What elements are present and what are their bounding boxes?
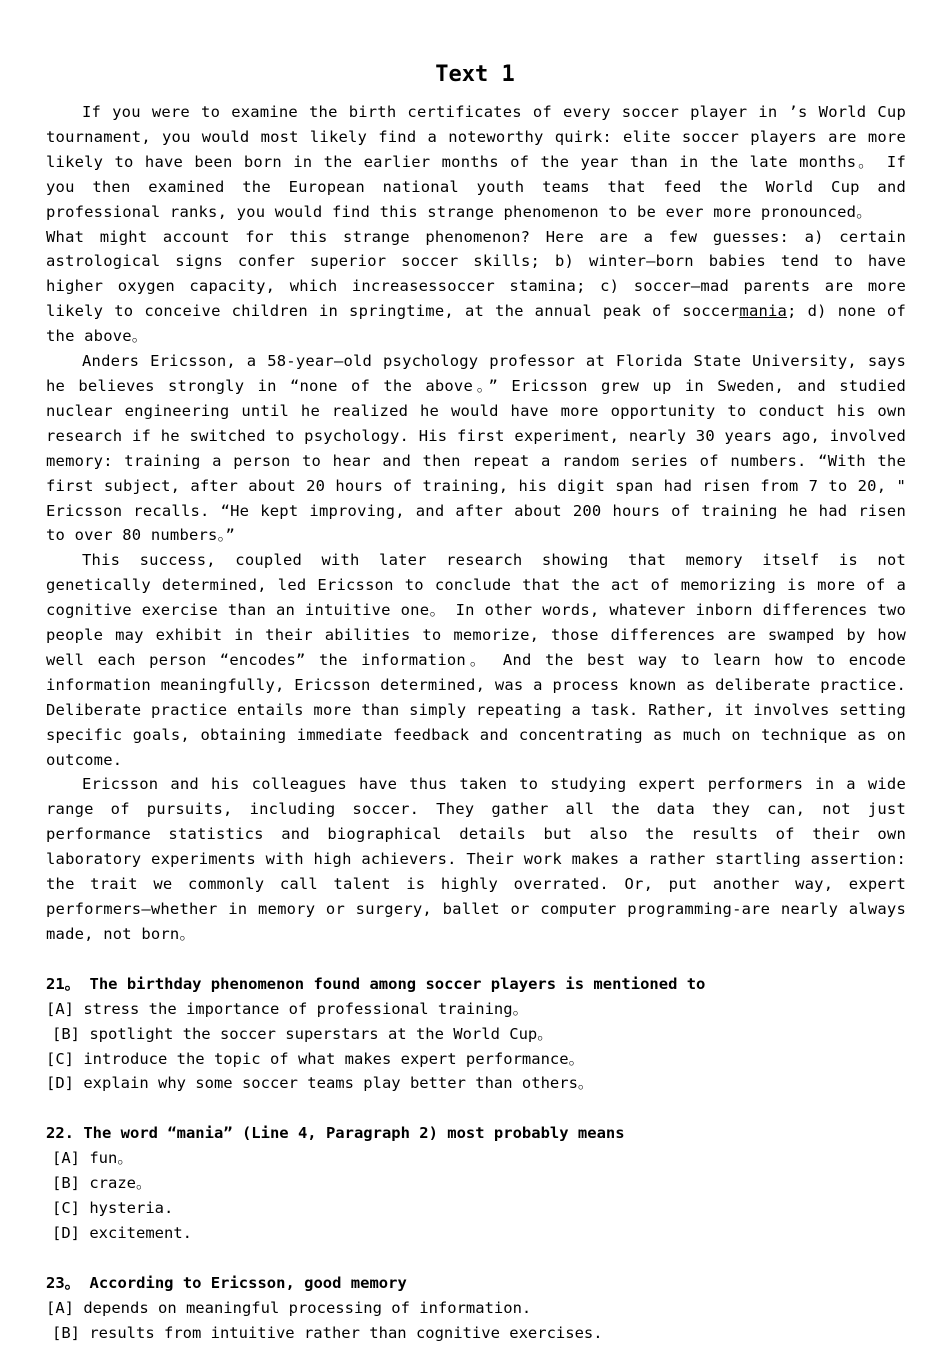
answer-option-b: [B] results from intuitive rather than cognitive exercises. xyxy=(52,1323,603,1342)
section-spacer xyxy=(46,1096,906,1121)
section-spacer xyxy=(46,947,906,972)
section-spacer xyxy=(46,1246,906,1271)
page-title: Text 1 xyxy=(435,62,515,87)
answer-option-c: [C] hysteria. xyxy=(52,1199,174,1218)
answer-option-a: [A] depends on meaningful processing of information. xyxy=(46,1298,532,1317)
question-21 xyxy=(46,972,906,1097)
question-23 xyxy=(46,1271,906,1346)
answer-option-c: [C] introduce the topic of what makes expert performance。 xyxy=(46,1049,585,1068)
question-stem: 21。 The birthday phenomenon found among soccer players is mentioned to xyxy=(46,974,706,993)
underlined-word-mania: mania xyxy=(739,302,788,321)
passage-paragraph-1: If you were to examine the birth certificates of every soccer player in ’s World Cup tournament, you would most likely find a noteworthy quirk: elite soccer players are more likely to have been born in the earlier months of the year than in the late months。 If you then examined the European national youth teams that feed the World Cup and professional ranks, you would find this strange phenomenon to be ever more pronounced。 xyxy=(46,103,906,221)
passage-paragraph-4: This success, coupled with later research showing that memory itself is not genetically determined, led Ericsson to conclude that the act of memorizing is more of a cognitive exercise than an intuitive one。 In other words, whatever inborn differences two people may exhibit in their abilities to memorize, those differences are swamped by how well each person “encodes” the information。 And the best way to learn how to encode information meaningfully, Ericsson determined, was a process known as deliberate practice. Deliberate practice entails more than simply repeating a task. Rather, it involves setting specific goals, obtaining immediate feedback and concentrating as much on technique as on outcome. xyxy=(46,551,906,769)
answer-option-a: [A] stress the importance of professional training。 xyxy=(46,999,529,1018)
question-stem: 22. The word “mania” (Line 4, Paragraph 2) most probably means xyxy=(46,1124,625,1143)
answer-option-b: [B] spotlight the soccer superstars at the World Cup。 xyxy=(52,1024,553,1043)
answer-option-b: [B] craze。 xyxy=(52,1174,152,1193)
paragraph-2-text-end: ; d) none of the above。 xyxy=(46,302,906,346)
answer-option-d: [D] excitement. xyxy=(52,1223,192,1242)
passage-paragraph-3: Anders Ericsson, a 58-year—old psychology professor at Florida State University, says he believes strongly in “none of the above。” Ericsson grew up in Sweden, and studied nuclear engineering until he realized he would have more opportunity to conduct his own research if he switched to psychology. His first experiment, nearly 30 years ago, involved memory: training a person to hear and then repeat a random series of numbers. “With the first subject, after about 20 hours of training, his digit span had risen from 7 to 20, " Ericsson recalls. “He kept improving, and after about 200 hours of training he had risen to over 80 numbers。” xyxy=(46,352,906,545)
paragraph-2-text-start: What might account for this strange phenomenon? Here are a few guesses: a) certain astrological signs confer superior soccer skills; b) winter—born babies tend to have higher oxygen capacity, which increasessoccer stamina; c) soccer—mad parents are more likely to conceive children in springtime, at the annual peak of soccer xyxy=(46,227,906,321)
answer-option-d: [D] explain why some soccer teams play better than others。 xyxy=(46,1074,594,1093)
question-22 xyxy=(46,1121,906,1246)
answer-option-a: [A] fun。 xyxy=(52,1149,133,1168)
question-stem: 23。 According to Ericsson, good memory xyxy=(46,1273,407,1292)
passage-paragraph-2 xyxy=(46,225,906,350)
passage-paragraph-5: Ericsson and his colleagues have thus taken to studying expert performers in a wide range of pursuits, including soccer. They gather all the data they can, not just performance statistics and biographical details but also the results of their own laboratory experiments with high achievers. Their work makes a rather startling assertion: the trait we commonly call talent is highly overrated. Or, put another way, expert performers—whether in memory or surgery, ballet or computer programming-are nearly always made, not born。 xyxy=(46,775,906,943)
document-body xyxy=(46,100,906,1346)
